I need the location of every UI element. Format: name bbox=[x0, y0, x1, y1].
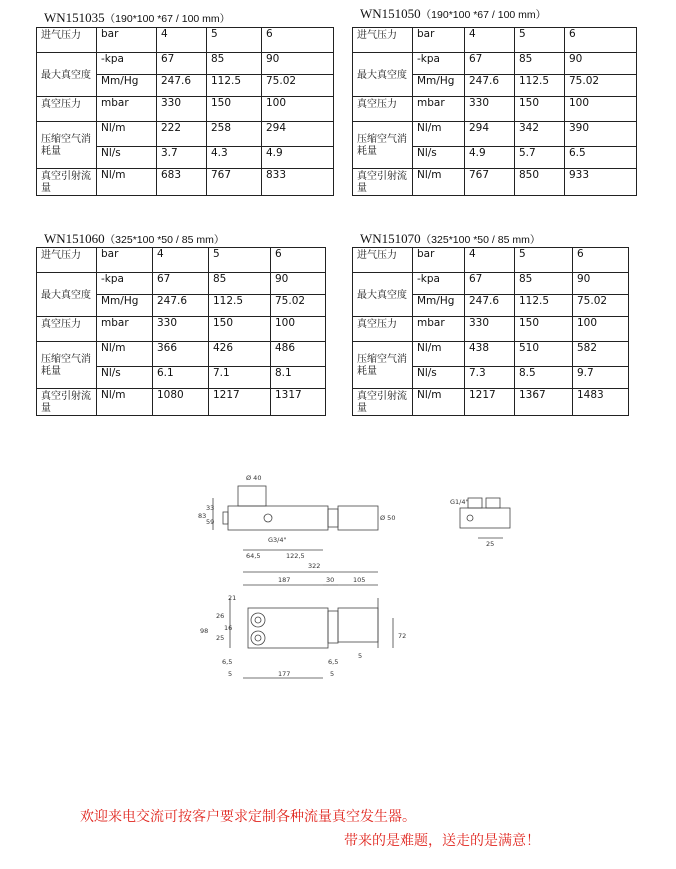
value-cell: 100 bbox=[271, 317, 326, 342]
value-cell: 112.5 bbox=[207, 75, 262, 97]
row-label: 进气压力 bbox=[37, 28, 97, 53]
model-name: WN151060 bbox=[44, 231, 105, 246]
unit-cell: Nl/m bbox=[97, 122, 157, 147]
value-cell: 486 bbox=[271, 342, 326, 367]
value-cell: 1317 bbox=[271, 389, 326, 416]
dim-w645: 64,5 bbox=[246, 552, 261, 560]
value-cell: 100 bbox=[262, 97, 334, 122]
dim-h5r: 5 bbox=[358, 652, 363, 660]
value-cell: 4 bbox=[153, 248, 209, 273]
value-cell: 366 bbox=[153, 342, 209, 367]
value-cell: 8.5 bbox=[515, 367, 573, 389]
row-label: 真空引射流量 bbox=[353, 169, 413, 196]
table-title bbox=[360, 6, 546, 22]
model-name: WN151035 bbox=[44, 10, 105, 25]
value-cell: 75.02 bbox=[565, 75, 637, 97]
value-cell: 150 bbox=[209, 317, 271, 342]
unit-cell: Nl/s bbox=[97, 367, 153, 389]
value-cell: 67 bbox=[465, 53, 515, 75]
unit-cell: mbar bbox=[413, 317, 465, 342]
table-row bbox=[353, 28, 637, 53]
value-cell: 5 bbox=[515, 28, 565, 53]
value-cell: 390 bbox=[565, 122, 637, 147]
spec-table bbox=[36, 27, 334, 196]
value-cell: 426 bbox=[209, 342, 271, 367]
table-row bbox=[353, 389, 629, 416]
dim-w25: 25 bbox=[486, 540, 495, 548]
value-cell: 7.1 bbox=[209, 367, 271, 389]
dim-w65a: 6,5 bbox=[222, 658, 233, 666]
value-cell: 85 bbox=[209, 273, 271, 295]
table-title bbox=[44, 10, 230, 26]
value-cell: 850 bbox=[515, 169, 565, 196]
dim-h21: 21 bbox=[228, 594, 237, 602]
table-row bbox=[37, 28, 334, 53]
unit-cell: Nl/s bbox=[413, 367, 465, 389]
value-cell: 330 bbox=[157, 97, 207, 122]
value-cell: 4.9 bbox=[465, 147, 515, 169]
value-cell: 582 bbox=[573, 342, 629, 367]
value-cell: 67 bbox=[153, 273, 209, 295]
row-label: 真空引射流量 bbox=[353, 389, 413, 416]
value-cell: 4 bbox=[465, 248, 515, 273]
unit-cell: -kpa bbox=[413, 53, 465, 75]
value-cell: 112.5 bbox=[209, 295, 271, 317]
unit-cell: Nl/m bbox=[413, 389, 465, 416]
row-label: 压缩空气消耗量 bbox=[353, 342, 413, 389]
model-name: WN151050 bbox=[360, 6, 421, 21]
model-dimensions: （190*100 *67 / 100 mm） bbox=[104, 13, 231, 25]
value-cell: 1367 bbox=[515, 389, 573, 416]
value-cell: 330 bbox=[153, 317, 209, 342]
dim-l322: 322 bbox=[308, 562, 321, 570]
row-label: 进气压力 bbox=[353, 248, 413, 273]
table-row bbox=[37, 97, 334, 122]
model-dimensions: （325*100 *50 / 85 mm） bbox=[104, 234, 225, 246]
value-cell: 150 bbox=[207, 97, 262, 122]
dim-w5b: 5 bbox=[330, 670, 335, 678]
value-cell: 1483 bbox=[573, 389, 629, 416]
value-cell: 510 bbox=[515, 342, 573, 367]
dim-d40: Ø 40 bbox=[246, 474, 262, 482]
value-cell: 330 bbox=[465, 97, 515, 122]
unit-cell: Nl/m bbox=[413, 169, 465, 196]
value-cell: 6 bbox=[565, 28, 637, 53]
unit-cell: Nl/m bbox=[413, 122, 465, 147]
unit-cell: -kpa bbox=[97, 53, 157, 75]
value-cell: 6 bbox=[262, 28, 334, 53]
dim-w177: 177 bbox=[278, 670, 291, 678]
footer-line-1: 欢迎来电交流可按客户要求定制各种流量真空发生器。 bbox=[80, 809, 416, 825]
value-cell: 247.6 bbox=[157, 75, 207, 97]
value-cell: 1217 bbox=[465, 389, 515, 416]
row-label: 进气压力 bbox=[353, 28, 413, 53]
value-cell: 4 bbox=[465, 28, 515, 53]
unit-cell: Nl/m bbox=[97, 169, 157, 196]
footer-line-2: 带来的是难题，送走的是满意！ bbox=[344, 833, 540, 849]
value-cell: 8.1 bbox=[271, 367, 326, 389]
row-label: 真空压力 bbox=[37, 97, 97, 122]
row-label: 压缩空气消耗量 bbox=[37, 122, 97, 169]
table-row bbox=[353, 169, 637, 196]
value-cell: 5 bbox=[209, 248, 271, 273]
unit-cell: Nl/s bbox=[97, 147, 157, 169]
value-cell: 247.6 bbox=[465, 295, 515, 317]
table-row bbox=[353, 342, 629, 367]
table-row bbox=[37, 342, 326, 367]
unit-cell: Mm/Hg bbox=[97, 75, 157, 97]
value-cell: 5 bbox=[515, 248, 573, 273]
unit-cell: mbar bbox=[413, 97, 465, 122]
value-cell: 4.3 bbox=[207, 147, 262, 169]
unit-cell: bar bbox=[413, 28, 465, 53]
value-cell: 767 bbox=[465, 169, 515, 196]
value-cell: 294 bbox=[465, 122, 515, 147]
value-cell: 247.6 bbox=[153, 295, 209, 317]
value-cell: 5.7 bbox=[515, 147, 565, 169]
value-cell: 6.5 bbox=[565, 147, 637, 169]
value-cell: 294 bbox=[262, 122, 334, 147]
unit-cell: bar bbox=[97, 28, 157, 53]
dim-w1225: 122,5 bbox=[286, 552, 305, 560]
unit-cell: Mm/Hg bbox=[413, 295, 465, 317]
unit-cell: Nl/m bbox=[97, 342, 153, 367]
value-cell: 75.02 bbox=[573, 295, 629, 317]
value-cell: 67 bbox=[157, 53, 207, 75]
table-row bbox=[37, 248, 326, 273]
value-cell: 85 bbox=[515, 53, 565, 75]
row-label: 真空引射流量 bbox=[37, 169, 97, 196]
dim-w65b: 6,5 bbox=[328, 658, 339, 666]
value-cell: 85 bbox=[515, 273, 573, 295]
table-title bbox=[44, 231, 224, 247]
spec-table bbox=[352, 247, 629, 416]
value-cell: 7.3 bbox=[465, 367, 515, 389]
row-label: 压缩空气消耗量 bbox=[37, 342, 97, 389]
value-cell: 4 bbox=[157, 28, 207, 53]
dim-h83: 83 bbox=[198, 512, 207, 520]
model-dimensions: （325*100 *50 / 85 mm） bbox=[420, 234, 541, 246]
value-cell: 9.7 bbox=[573, 367, 629, 389]
value-cell: 438 bbox=[465, 342, 515, 367]
table-row bbox=[37, 273, 326, 295]
body-top-view bbox=[228, 506, 328, 530]
unit-cell: -kpa bbox=[413, 273, 465, 295]
dimension-drawing bbox=[168, 468, 528, 686]
value-cell: 4.9 bbox=[262, 147, 334, 169]
dim-g34: G3/4" bbox=[268, 536, 287, 544]
row-label: 进气压力 bbox=[37, 248, 97, 273]
row-label: 最大真空度 bbox=[37, 53, 97, 97]
dim-h33: 33 bbox=[206, 504, 215, 512]
value-cell: 767 bbox=[207, 169, 262, 196]
value-cell: 933 bbox=[565, 169, 637, 196]
row-label: 真空压力 bbox=[37, 317, 97, 342]
dim-l30: 30 bbox=[326, 576, 335, 584]
model-dimensions: （190*100 *67 / 100 mm） bbox=[420, 9, 547, 21]
table-row bbox=[353, 248, 629, 273]
value-cell: 330 bbox=[465, 317, 515, 342]
silencer-top-view bbox=[338, 506, 378, 530]
silencer-plan-view bbox=[338, 608, 378, 642]
value-cell: 90 bbox=[565, 53, 637, 75]
dim-h26: 26 bbox=[216, 612, 225, 620]
body-side-view bbox=[460, 508, 510, 528]
row-label: 最大真空度 bbox=[353, 273, 413, 317]
row-label: 真空压力 bbox=[353, 97, 413, 122]
dim-h98: 98 bbox=[200, 627, 209, 635]
value-cell: 342 bbox=[515, 122, 565, 147]
table-row bbox=[37, 317, 326, 342]
table-row bbox=[353, 97, 637, 122]
dim-g14: G1/4" bbox=[450, 498, 469, 506]
value-cell: 1080 bbox=[153, 389, 209, 416]
dim-h59: 59 bbox=[206, 518, 215, 526]
dim-h72: 72 bbox=[398, 632, 407, 640]
table-row bbox=[37, 389, 326, 416]
table-title bbox=[360, 231, 540, 247]
dim-h25: 25 bbox=[216, 634, 225, 642]
unit-cell: Mm/Hg bbox=[97, 295, 153, 317]
value-cell: 5 bbox=[207, 28, 262, 53]
unit-cell: mbar bbox=[97, 97, 157, 122]
model-name: WN151070 bbox=[360, 231, 421, 246]
value-cell: 683 bbox=[157, 169, 207, 196]
unit-cell: bar bbox=[413, 248, 465, 273]
row-label: 压缩空气消耗量 bbox=[353, 122, 413, 169]
row-label: 最大真空度 bbox=[37, 273, 97, 317]
value-cell: 222 bbox=[157, 122, 207, 147]
table-row bbox=[353, 53, 637, 75]
unit-cell: bar bbox=[97, 248, 153, 273]
table-row bbox=[353, 273, 629, 295]
cap-top-view bbox=[238, 486, 266, 506]
row-label: 真空压力 bbox=[353, 317, 413, 342]
value-cell: 112.5 bbox=[515, 75, 565, 97]
row-label: 最大真空度 bbox=[353, 53, 413, 97]
spec-table bbox=[36, 247, 326, 416]
value-cell: 6 bbox=[271, 248, 326, 273]
dim-d50: Ø 50 bbox=[380, 514, 396, 522]
value-cell: 258 bbox=[207, 122, 262, 147]
value-cell: 75.02 bbox=[271, 295, 326, 317]
value-cell: 85 bbox=[207, 53, 262, 75]
value-cell: 150 bbox=[515, 97, 565, 122]
spec-table bbox=[352, 27, 637, 196]
unit-cell: Nl/m bbox=[97, 389, 153, 416]
value-cell: 3.7 bbox=[157, 147, 207, 169]
value-cell: 90 bbox=[262, 53, 334, 75]
body-plan-view bbox=[248, 608, 328, 648]
dim-l187: 187 bbox=[278, 576, 291, 584]
table-row bbox=[37, 122, 334, 147]
value-cell: 90 bbox=[573, 273, 629, 295]
table-row bbox=[37, 169, 334, 196]
value-cell: 1217 bbox=[209, 389, 271, 416]
dim-h16: 16 bbox=[224, 624, 233, 632]
unit-cell: -kpa bbox=[97, 273, 153, 295]
table-row bbox=[353, 317, 629, 342]
dim-w5a: 5 bbox=[228, 670, 233, 678]
value-cell: 833 bbox=[262, 169, 334, 196]
table-row bbox=[353, 122, 637, 147]
value-cell: 6.1 bbox=[153, 367, 209, 389]
value-cell: 75.02 bbox=[262, 75, 334, 97]
unit-cell: Mm/Hg bbox=[413, 75, 465, 97]
value-cell: 6 bbox=[573, 248, 629, 273]
row-label: 真空引射流量 bbox=[37, 389, 97, 416]
value-cell: 100 bbox=[565, 97, 637, 122]
value-cell: 247.6 bbox=[465, 75, 515, 97]
dim-l105: 105 bbox=[353, 576, 366, 584]
unit-cell: Nl/m bbox=[413, 342, 465, 367]
unit-cell: mbar bbox=[97, 317, 153, 342]
value-cell: 150 bbox=[515, 317, 573, 342]
value-cell: 112.5 bbox=[515, 295, 573, 317]
value-cell: 67 bbox=[465, 273, 515, 295]
unit-cell: Nl/s bbox=[413, 147, 465, 169]
table-row bbox=[37, 53, 334, 75]
value-cell: 90 bbox=[271, 273, 326, 295]
value-cell: 100 bbox=[573, 317, 629, 342]
